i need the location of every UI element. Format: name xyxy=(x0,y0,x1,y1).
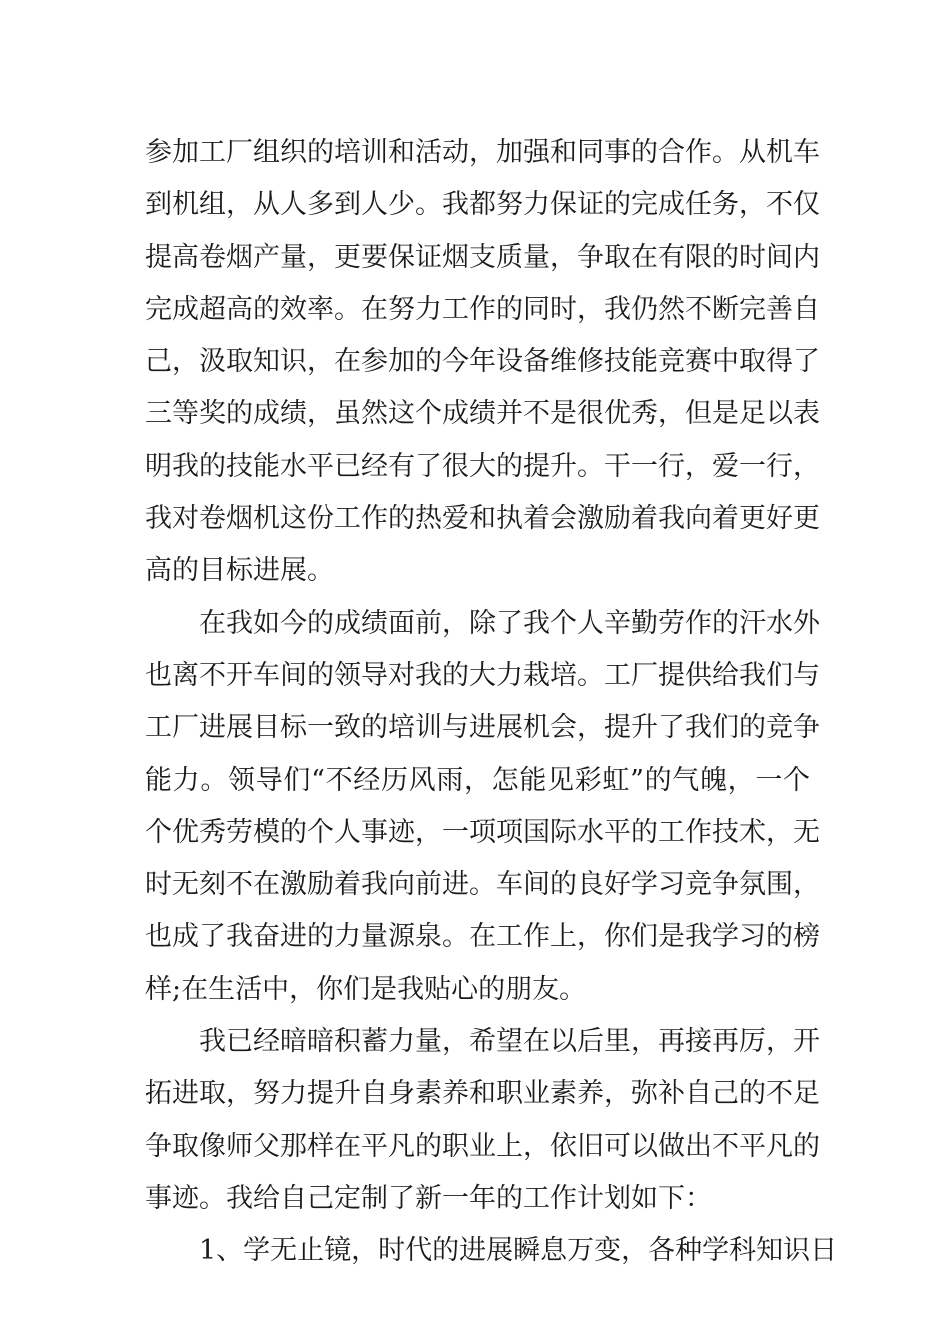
text-line: 高的目标进展。 xyxy=(145,555,334,587)
text-line: 1、学无止镜，时代的进展瞬息万变，各种学科知识日 xyxy=(199,1235,838,1267)
text-line: 三等奖的成绩，虽然这个成绩并不是很优秀，但是足以表 xyxy=(145,398,820,430)
text-line: 参加工厂组织的培训和活动，加强和同事的合作。从机车 xyxy=(145,137,820,168)
text-line: 时无刻不在激励着我向前进。车间的良好学习竞争氛围， xyxy=(145,869,820,901)
text-line: 也成了我奋进的力量源泉。在工作上，你们是我学习的榜 xyxy=(145,921,820,953)
text-line: 提高卷烟产量，更要保证烟支质量，争取在有限的时间内 xyxy=(145,241,820,273)
text-line: 能力。领导们“不经历风雨，怎能见彩虹”的气魄，一个 xyxy=(145,764,810,796)
text-line: 我已经暗暗积蓄力量，希望在以后里，再接再厉，开 xyxy=(199,1026,820,1058)
text-line: 拓进取，努力提升自身素养和职业素养，弥补自己的不足 xyxy=(145,1078,820,1110)
text-line: 明我的技能水平已经有了很大的提升。干一行，爱一行， xyxy=(145,450,820,482)
text-line: 争取像师父那样在平凡的职业上，依旧可以做出不平凡的 xyxy=(145,1130,820,1162)
text-line: 工厂进展目标一致的培训与进展机会，提升了我们的竞争 xyxy=(145,712,820,744)
text-line: 到机组，从人多到人少。我都努力保证的完成任务，不仅 xyxy=(145,189,820,221)
text-line: 样;在生活中，你们是我贴心的朋友。 xyxy=(145,973,587,1005)
text-line: 事迹。我给自己定制了新一年的工作计划如下： xyxy=(145,1182,712,1214)
text-line: 己，汲取知识，在参加的今年设备维修技能竞赛中取得了 xyxy=(145,346,820,378)
text-line: 个优秀劳模的个人事迹，一项项国际水平的工作技术，无 xyxy=(145,816,820,848)
text-line: 完成超高的效率。在努力工作的同时，我仍然不断完善自 xyxy=(145,293,820,325)
document-body xyxy=(145,127,838,1278)
text-line: 在我如今的成绩面前，除了我个人辛勤劳作的汗水外 xyxy=(199,607,820,639)
text-line: 也离不开车间的领导对我的大力栽培。工厂提供给我们与 xyxy=(145,659,820,691)
text-line: 我对卷烟机这份工作的热爱和执着会激励着我向着更好更 xyxy=(145,503,820,535)
